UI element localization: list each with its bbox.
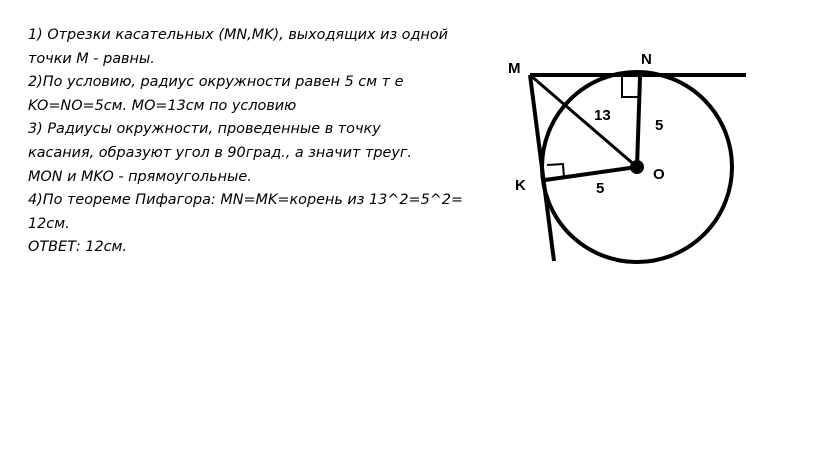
solution-line-3: 2)По условию, радиус окружности равен 5 см т е — [28, 74, 404, 91]
solution-line-4: KO=NO=5см. MO=13см по условию — [28, 97, 297, 114]
tangent-line-mk — [530, 75, 554, 261]
solution-line-9: 12см. — [28, 215, 70, 232]
radius-ok — [545, 167, 637, 180]
label-m: M — [508, 60, 521, 77]
label-o: O — [653, 166, 665, 183]
solution-line-7: MON и MKO - прямоугольные. — [28, 168, 252, 185]
solution-line-8: 4)По теореме Пифагора: MN=MK=корень из 13^2=5^2= — [28, 192, 464, 209]
center-point-o — [630, 160, 644, 174]
solution-line-5: 3) Радиусы окружности, проведенные в точку — [28, 121, 381, 138]
solution-line-6: касания, образуют угол в 90град., а значит треуг. — [28, 144, 412, 161]
right-angle-mark-n — [622, 77, 640, 97]
radius-on — [637, 77, 640, 167]
label-k: K — [515, 177, 526, 194]
solution-line-2: точки M - равны. — [28, 50, 155, 67]
solution-line-1: 1) Отрезки касательных (MN,MK), выходящих из одной — [28, 27, 448, 43]
label-ok-length: 5 — [596, 180, 605, 197]
label-on-length: 5 — [655, 117, 664, 134]
label-n: N — [641, 51, 652, 68]
label-mo-length: 13 — [594, 107, 611, 124]
solution-line-10: ОТВЕТ: 12см. — [28, 239, 127, 256]
